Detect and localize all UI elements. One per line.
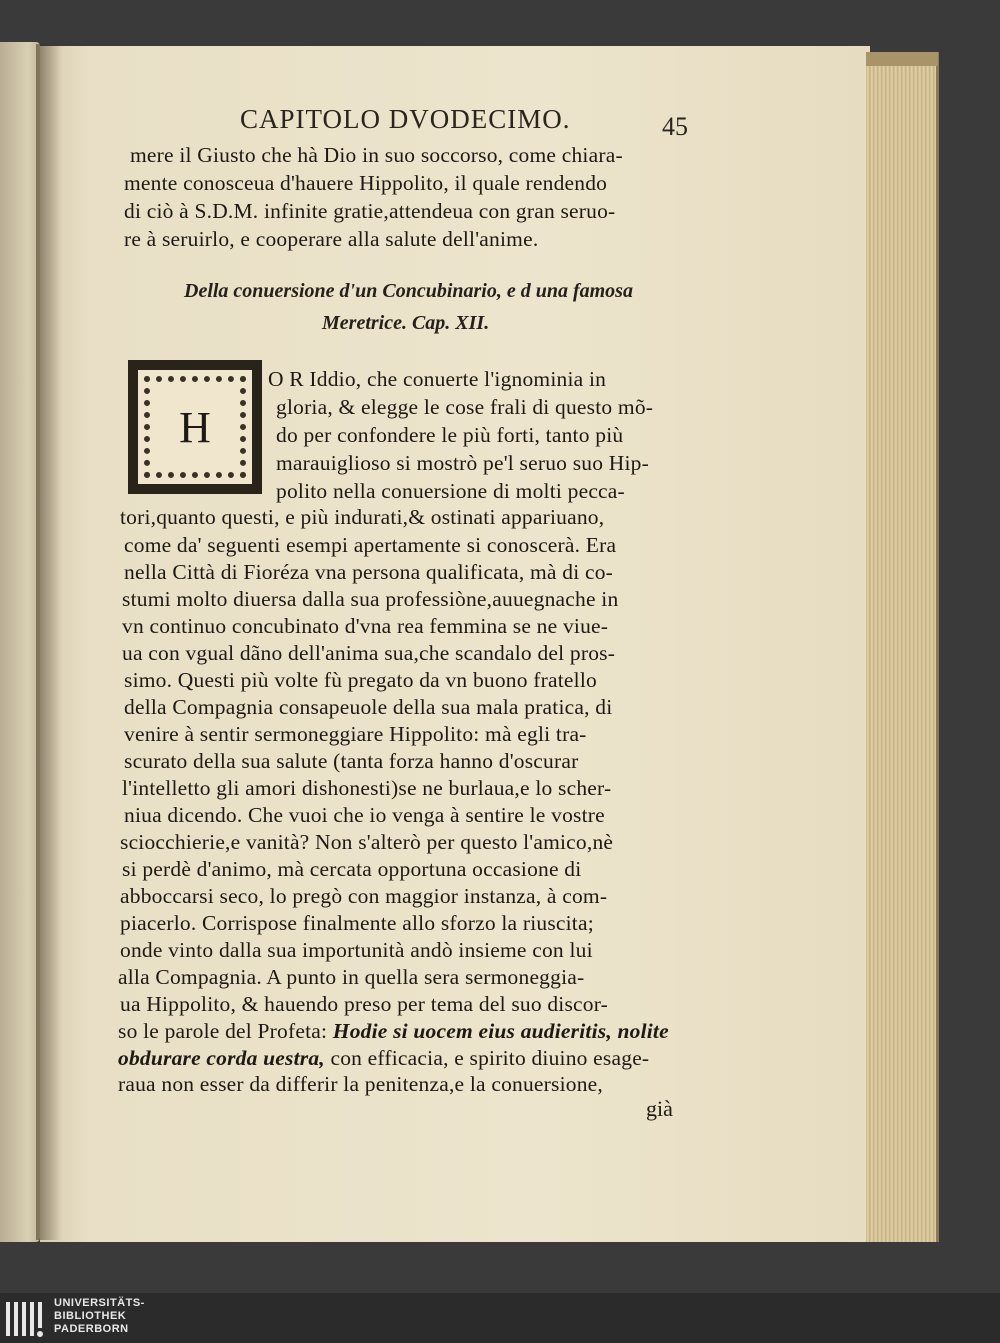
latin-quote: Hodie si uocem eius audieritis, nolite bbox=[332, 1019, 669, 1043]
text-line: polito nella conuersione di molti pecca- bbox=[276, 479, 625, 503]
chapter-heading-line: Della conuersione d'un Concubinario, e d una famosa bbox=[184, 280, 633, 302]
text-line: tori,quanto questi, e più indurati,& ostinati appariuano, bbox=[120, 505, 605, 529]
text-line: di ciò à S.D.M. infinite gratie,attendeua con gran seruo- bbox=[124, 199, 616, 223]
library-name-line: PADERBORN bbox=[54, 1323, 129, 1335]
text-line: abboccarsi seco, lo pregò con maggior instanza, à com- bbox=[120, 884, 608, 908]
catchword: già bbox=[646, 1096, 673, 1121]
text-line: scurato della sua salute (tanta forza hanno d'oscurar bbox=[124, 749, 579, 773]
text-line: sciocchierie,e vanità? Non s'alterò per questo l'amico,nè bbox=[120, 830, 614, 854]
text-line: si perdè d'animo, mà cercata opportuna occasione di bbox=[122, 857, 582, 881]
chapter-heading-line: Meretrice. Cap. XII. bbox=[322, 312, 490, 334]
text-line: nella Città di Fioréza vna persona qualificata, mà di co- bbox=[124, 560, 613, 584]
text-line: della Compagnia consapeuole della sua mala pratica, di bbox=[124, 695, 613, 719]
footer-bar bbox=[0, 1293, 1000, 1343]
running-head: CAPITOLO DVODECIMO. bbox=[240, 104, 571, 134]
spine-shadow bbox=[36, 44, 62, 1240]
page-block-edge bbox=[866, 52, 939, 1242]
library-name-line: UNIVERSITÄTS- bbox=[54, 1297, 145, 1309]
text-line: mere il Giusto che hà Dio in suo soccorso, come chiara- bbox=[130, 143, 623, 167]
initial-letter: H bbox=[179, 402, 211, 452]
page-number: 45 bbox=[662, 112, 688, 141]
text-line: onde vinto dalla sua importunità andò insieme con lui bbox=[120, 938, 593, 962]
latin-quote: obdurare corda uestra, bbox=[118, 1046, 325, 1070]
text-line: marauiglioso si mostrò pe'l seruo suo Hip- bbox=[276, 451, 649, 475]
text-line: l'intelletto gli amori dishonesti)se ne burlaua,e lo scher- bbox=[122, 776, 612, 800]
text-line: raua non esser da differir la penitenza,e la conuersione, bbox=[118, 1072, 603, 1096]
text-line: vn continuo concubinato d'vna rea femmina se ne viue- bbox=[122, 614, 609, 638]
decorated-initial bbox=[128, 360, 262, 494]
facing-page-edge bbox=[0, 42, 40, 1242]
text-line bbox=[118, 1019, 669, 1044]
text-line: alla Compagnia. A punto in quella sera sermoneggia- bbox=[118, 965, 585, 989]
library-logo-icon bbox=[4, 1298, 48, 1340]
text-line bbox=[118, 1046, 649, 1071]
text-line: re à seruirlo, e cooperare alla salute dell'anime. bbox=[124, 227, 539, 251]
text-line: simo. Questi più volte fù pregato da vn buono fratello bbox=[124, 668, 597, 692]
text-line: stumi molto diuersa dalla sua professiòne,auuegnache in bbox=[122, 587, 619, 611]
text-line: venire à sentir sermoneggiare Hippolito: mà egli tra- bbox=[124, 722, 587, 746]
library-name-line: BIBLIOTHEK bbox=[54, 1310, 127, 1322]
text-segment: con efficacia, e spirito diuino esage- bbox=[324, 1046, 650, 1070]
text-line: gloria, & elegge le cose frali di questo mõ- bbox=[276, 395, 654, 419]
text-line: ua con vgual dãno dell'anima sua,che scandalo del pros- bbox=[122, 641, 616, 665]
page-block-top bbox=[866, 52, 938, 66]
text-line: mente conosceua d'hauere Hippolito, il quale rendendo bbox=[124, 171, 608, 195]
text-line: come da' seguenti esempi apertamente si conoscerà. Era bbox=[124, 533, 617, 557]
text-line: ua Hippolito, & hauendo preso per tema del suo discor- bbox=[120, 992, 609, 1016]
text-line: do per confondere le più forti, tanto più bbox=[276, 423, 624, 447]
text-line: niua dicendo. Che vuoi che io venga à sentire le vostre bbox=[124, 803, 605, 827]
text-line: O R Iddio, che conuerte l'ignominia in bbox=[268, 367, 607, 391]
text-line: piacerlo. Corrispose finalmente allo sforzo la riuscita; bbox=[120, 911, 594, 935]
text-segment: so le parole del Profeta: bbox=[118, 1019, 333, 1043]
